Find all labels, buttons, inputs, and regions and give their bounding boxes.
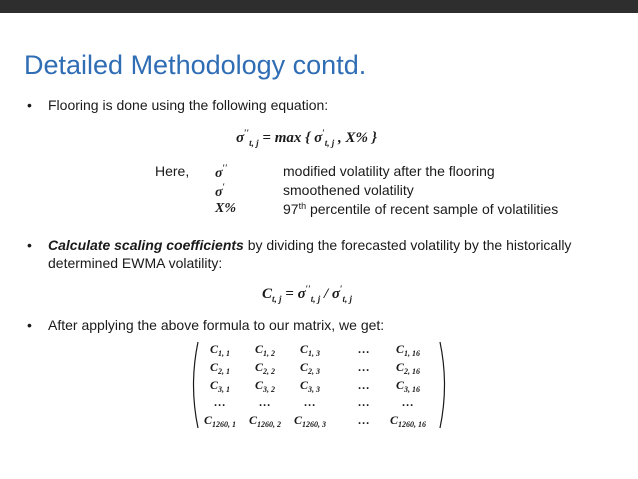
matrix-cell-sub: 1260, 3: [302, 420, 326, 429]
matrix-cell-sub: 2, 2: [263, 367, 275, 376]
matrix-cell-base: …: [358, 378, 370, 392]
matrix-cell-base: C: [395, 378, 404, 392]
matrix-cell: [204, 413, 236, 429]
matrix-cell: [294, 413, 326, 429]
coefficient-matrix: [188, 340, 450, 430]
matrix-cell-sub: 1260, 16: [398, 420, 426, 429]
eq2-sub1: t, j: [310, 294, 321, 304]
eq1-mid: = max { σ: [258, 130, 323, 146]
matrix-cell-sub: 1, 2: [263, 349, 275, 358]
def-desc-smoothened: smoothened volatility: [283, 182, 414, 198]
matrix-cell: [396, 378, 420, 394]
matrix-cell-base: C: [389, 413, 398, 427]
matrix-cell: [396, 342, 420, 358]
matrix-cell-base: C: [254, 360, 263, 374]
eq2-prime1: ′′: [305, 284, 311, 294]
bullet-scaling: [48, 236, 571, 255]
top-bar: [0, 0, 638, 13]
def-symbol-prime: ′′: [222, 163, 228, 173]
def-desc-pre: 97: [283, 201, 299, 217]
matrix-cell-base: …: [214, 395, 226, 409]
eq1-mid-prime: ′: [322, 128, 325, 138]
eq1-lhs-sub: t, j: [249, 138, 259, 148]
bullet-scaling-emph: Calculate scaling coefficients: [48, 237, 244, 253]
eq2-div: / σ: [320, 286, 341, 302]
def-symbol-modified: [215, 163, 228, 182]
scaling-equation: [262, 284, 352, 304]
matrix-right-bracket: [440, 342, 445, 428]
bullet-flooring: Flooring is done using the following equation:: [48, 97, 329, 113]
def-symbol-text: σ: [215, 166, 223, 181]
def-symbol-percentile: X%: [215, 201, 236, 216]
matrix-cell-base: C: [209, 360, 218, 374]
bullet-marker: •: [27, 97, 32, 113]
matrix-cell: [358, 360, 370, 375]
matrix-cell-sub: 2, 3: [308, 367, 320, 376]
matrix-cell: [249, 413, 281, 429]
matrix-cell: [358, 378, 370, 393]
eq2-eq: = σ: [281, 286, 306, 302]
flooring-equation: [236, 128, 377, 148]
matrix-cell-sub: 1, 3: [308, 349, 320, 358]
matrix-cell: [255, 342, 275, 358]
matrix-cell-sub: 3, 16: [404, 385, 420, 394]
matrix-cell: [358, 342, 370, 357]
def-symbol-smoothened: [215, 182, 225, 201]
bullet-scaling-rest: by dividing the forecasted volatility by the historically: [243, 237, 572, 253]
eq1-tail: , X% }: [334, 130, 377, 146]
eq2-sub2: t, j: [342, 294, 353, 304]
matrix-cell-base: …: [304, 395, 316, 409]
matrix-cell-base: C: [254, 342, 263, 356]
matrix-cell-sub: 2, 1: [218, 367, 230, 376]
matrix-cell-base: C: [299, 342, 308, 356]
matrix-cell-base: C: [209, 342, 218, 356]
matrix-cell: [214, 395, 226, 410]
matrix-cell-base: C: [254, 378, 263, 392]
matrix-cell: [300, 342, 320, 358]
bullet-scaling-line2: determined EWMA volatility:: [48, 255, 223, 271]
def-symbol-text: σ: [215, 185, 223, 200]
matrix-cell: [300, 378, 320, 394]
def-desc-percentile: [283, 201, 558, 217]
matrix-cell: [210, 378, 230, 394]
def-symbol-prime: ′: [222, 182, 226, 192]
matrix-cell-sub: 1, 1: [218, 349, 230, 358]
def-desc-sup: th: [298, 201, 307, 211]
matrix-cell-base: C: [299, 378, 308, 392]
matrix-cell-sub: 1, 16: [404, 349, 420, 358]
matrix-cell-base: C: [395, 342, 404, 356]
eq2-c-sub: t, j: [272, 294, 282, 304]
matrix-cell: [358, 395, 370, 410]
matrix-cell-base: …: [358, 413, 370, 427]
bullet-matrix: After applying the above formula to our matrix, we get:: [48, 317, 385, 333]
matrix-cell-sub: 3, 1: [218, 385, 230, 394]
bullet-marker: •: [27, 317, 32, 333]
eq1-lhs-symbol: σ: [236, 130, 245, 146]
matrix-left-bracket: [194, 342, 199, 428]
matrix-cell: [304, 395, 316, 410]
matrix-cell: [255, 378, 275, 394]
matrix-cell: [300, 360, 320, 376]
matrix-cell-base: …: [358, 360, 370, 374]
matrix-cell: [358, 413, 370, 428]
matrix-cell-sub: 3, 3: [308, 385, 320, 394]
matrix-cell-base: C: [248, 413, 257, 427]
matrix-cell-sub: 3, 2: [263, 385, 275, 394]
matrix-cell-base: C: [209, 378, 218, 392]
matrix-cell-base: C: [293, 413, 302, 427]
matrix-cell: [402, 395, 414, 410]
matrix-cell: [396, 360, 420, 376]
matrix-cell-base: …: [402, 395, 414, 409]
eq1-mid-sub: t, j: [324, 138, 335, 148]
matrix-cell-sub: 2, 16: [404, 367, 420, 376]
matrix-cell-base: …: [358, 342, 370, 356]
matrix-cell: [210, 342, 230, 358]
eq2-c: C: [262, 286, 273, 302]
matrix-cell-base: C: [395, 360, 404, 374]
matrix-cell: [255, 360, 275, 376]
matrix-cell-base: …: [259, 395, 271, 409]
matrix-cell: [210, 360, 230, 376]
matrix-cell: [390, 413, 426, 429]
matrix-cell-base: C: [299, 360, 308, 374]
matrix-cell: [259, 395, 271, 410]
def-desc-post: percentile of recent sample of volatilities: [306, 201, 559, 217]
slide-title: Detailed Methodology contd.: [24, 50, 367, 80]
matrix-cell-base: C: [203, 413, 212, 427]
matrix-cell-sub: 1260, 2: [257, 420, 281, 429]
eq2-prime2: ′: [340, 284, 343, 294]
matrix-cell-sub: 1260, 1: [212, 420, 236, 429]
eq1-lhs-prime: ′′: [244, 128, 250, 138]
matrix-cell-base: …: [358, 395, 370, 409]
def-desc-modified: modified volatility after the flooring: [283, 163, 495, 179]
here-label: Here,: [155, 163, 190, 179]
bullet-marker: •: [27, 237, 32, 253]
